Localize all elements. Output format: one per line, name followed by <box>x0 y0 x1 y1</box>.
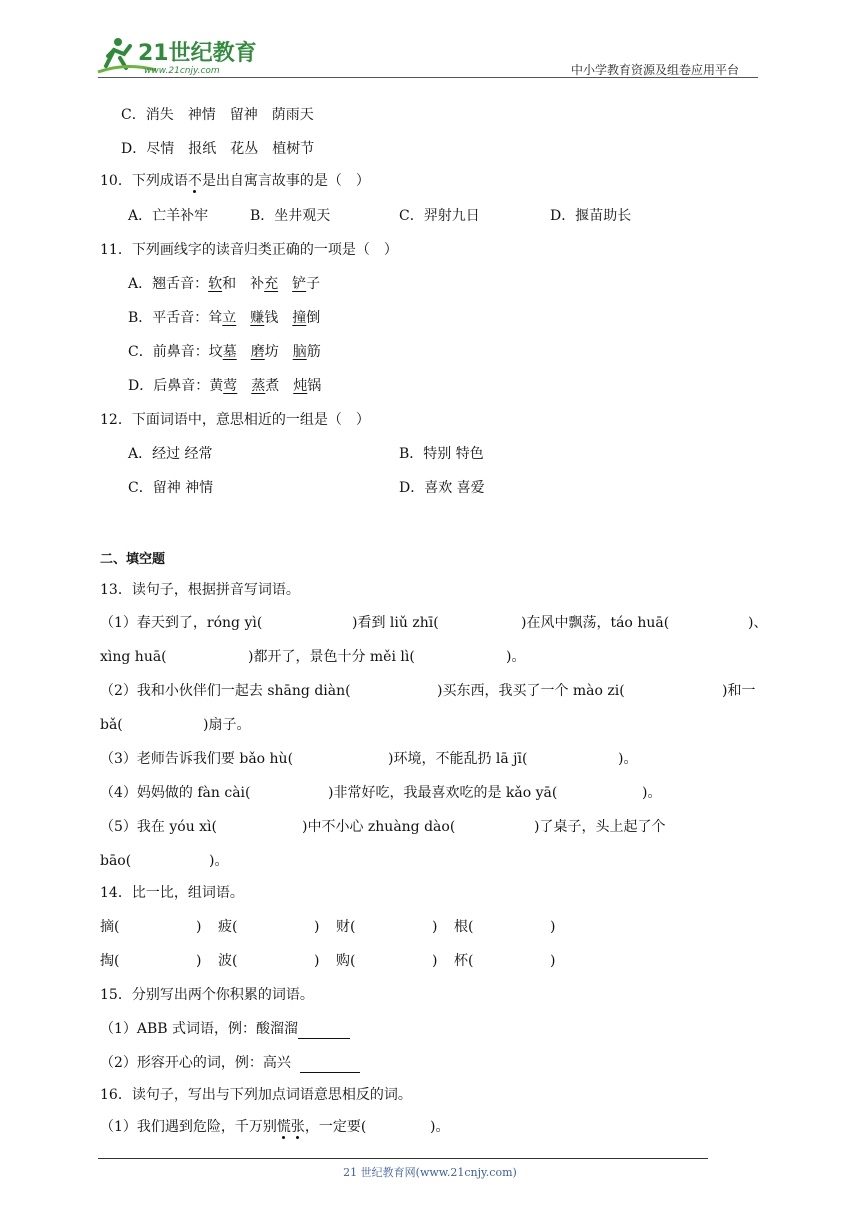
q13-s2-d: bǎ( <box>100 717 123 733</box>
q14-row2-cell: ) <box>196 953 202 969</box>
q13-stem: 13．读句子，根据拼音写词语。 <box>100 582 300 598</box>
header-platform-label: 中小学教育资源及组卷应用平台 <box>571 63 740 77</box>
q16-stem: 16．读句子，写出与下列加点词语意思相反的词。 <box>100 1087 412 1103</box>
header-divider <box>98 77 758 78</box>
q14-row1-cell: 疲( <box>218 919 238 935</box>
q15-item-2: （2）形容开心的词，例：高兴 <box>100 1054 360 1073</box>
q14-row2-cell: 杯( <box>454 953 474 969</box>
q10-option-b: B．坐井观天 <box>250 208 331 224</box>
emphasis-dot-char: 张 <box>290 1119 305 1135</box>
q12-option-d: D．喜欢 喜爱 <box>399 480 485 496</box>
q10-option-a: A．亡羊补牢 <box>128 208 209 224</box>
q11-option-a: A．翘舌音：软和 补充 铲子 <box>128 276 321 292</box>
q14-row2-cell: ) <box>314 953 320 969</box>
site-logo <box>96 36 256 76</box>
q16-item-1-end: )。 <box>430 1119 450 1135</box>
q13-s2-c: )和一 <box>722 683 756 699</box>
q11-option-d: D．后鼻音：黄莺 蒸煮 炖锅 <box>128 378 322 394</box>
q13-s3-b: )环境，不能乱扔 lā jī( <box>388 751 528 767</box>
q13-s5-a: （5）我在 yóu xì( <box>100 819 217 835</box>
q10-option-d: D．揠苗助长 <box>550 208 632 224</box>
q13-s4-a: （4）妈妈做的 fàn cài( <box>100 785 251 801</box>
q13-s2-a: （2）我和小伙伴们一起去 shāng diàn( <box>100 683 351 699</box>
q13-s1-b: )看到 liǔ zhī( <box>352 615 439 631</box>
q14-row1-cell: ) <box>432 919 438 935</box>
q14-row2-cell: 掏( <box>100 953 120 969</box>
q14-row1-cell: ) <box>550 919 556 935</box>
q14-row2-cell: 波( <box>218 953 238 969</box>
q11-stem: 11．下列画线字的读音归类正确的一项是（ ） <box>100 242 398 258</box>
q14-row2-cell: ) <box>550 953 556 969</box>
q13-s1-c: )在风中飘荡，táo huā( <box>521 615 670 631</box>
answer-blank[interactable] <box>298 1020 350 1039</box>
q9-option-d: D．尽情 报纸 花丛 植树节 <box>121 141 315 157</box>
q15-stem: 15．分别写出两个你积累的词语。 <box>100 987 314 1003</box>
q13-s5-c: )了桌子，头上起了个 <box>534 819 666 835</box>
q12-option-a: A．经过 经常 <box>128 446 213 462</box>
q13-s3-c: )。 <box>618 751 638 767</box>
q12-stem: 12．下面词语中，意思相近的一组是（ ） <box>100 412 370 428</box>
q9-option-c: C．消失 神情 留神 荫雨天 <box>121 107 314 123</box>
q13-s2-e: )扇子。 <box>203 717 251 733</box>
q11-option-b: B．平舌音：耸立 赚钱 撞倒 <box>128 310 321 326</box>
q14-row1-cell: 根( <box>454 919 474 935</box>
logo-text: 21世纪教育 <box>138 41 256 66</box>
q13-s1-g: )。 <box>506 649 526 665</box>
q14-row1-cell: ) <box>196 919 202 935</box>
q13-s1-f: )都开了，景色十分 měi lì( <box>248 649 415 665</box>
q10-option-c: C．羿射九日 <box>399 208 480 224</box>
q13-s4-b: )非常好吃，我最喜欢吃的是 kǎo yā( <box>328 785 558 801</box>
q16-item-1: （1）我们遇到危险，千万别慌张，一定要( <box>100 1119 367 1135</box>
q14-row2-cell: ) <box>432 953 438 969</box>
q13-s1-e: xìng huā( <box>100 649 167 665</box>
emphasis-dot-char: 不 <box>187 173 202 189</box>
q13-s5-e: )。 <box>209 853 229 869</box>
q13-s1-a: （1）春天到了，róng yì( <box>100 615 263 631</box>
footer-link[interactable]: 21 世纪教育网(www.21cnjy.com) <box>343 1166 517 1179</box>
q13-s5-b: )中不小心 zhuàng dào( <box>302 819 456 835</box>
q14-row1-cell: 摘( <box>100 919 120 935</box>
q15-item-1: （1）ABB 式词语，例：酸溜溜 <box>100 1020 350 1039</box>
q13-s4-c: )。 <box>642 785 662 801</box>
q11-option-c: C．前鼻音：坟墓 磨坊 脑筋 <box>128 344 321 360</box>
section-title-fill-in: 二、填空题 <box>100 552 166 567</box>
footer-divider <box>98 1158 708 1159</box>
q13-s3-a: （3）老师告诉我们要 bǎo hù( <box>100 751 294 767</box>
q12-option-c: C．留神 神情 <box>128 480 214 496</box>
q13-s1-d: )、 <box>748 615 768 631</box>
q14-row2-cell: 购( <box>336 953 356 969</box>
logo-subtext: www.21cnjy.com <box>144 66 220 76</box>
q14-stem: 14．比一比，组词语。 <box>100 885 244 901</box>
answer-blank[interactable] <box>300 1054 360 1073</box>
emphasis-dot-char: 慌 <box>276 1119 291 1135</box>
q14-row1-cell: ) <box>314 919 320 935</box>
q13-s5-d: bāo( <box>100 853 132 869</box>
q14-row1-cell: 财( <box>336 919 356 935</box>
q10-stem: 10．下列成语不是出自寓言故事的是（ ） <box>100 173 370 189</box>
q13-s2-b: )买东西，我买了一个 mào zi( <box>437 683 625 699</box>
q12-option-b: B．特别 特色 <box>399 446 484 462</box>
